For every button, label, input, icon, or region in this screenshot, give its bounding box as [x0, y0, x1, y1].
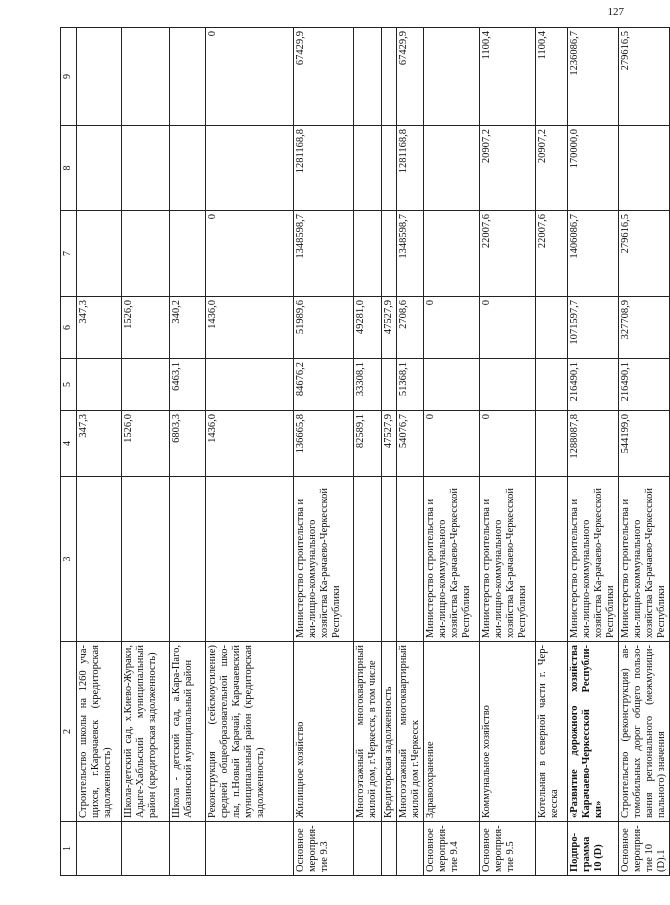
column-number-7: 7 — [61, 211, 77, 297]
federal-next-cell: 20907,2 — [536, 126, 568, 211]
total-next-cell: 0 — [206, 211, 294, 297]
regional-cell — [536, 297, 568, 359]
total-cell: 347,3 — [77, 411, 122, 477]
total-cell: 1436,0 — [206, 411, 294, 477]
executor-cell: Министерство строительства и жи-лищно-коммунального хозяйства Ка-рачаево-Черкесской Республики — [568, 477, 619, 642]
regional-cell: 47527,9 — [382, 297, 397, 359]
total-cell: 544199,0 — [619, 411, 670, 477]
regional-next-cell — [354, 28, 382, 126]
section-cell — [382, 822, 397, 876]
total-next-cell — [77, 211, 122, 297]
executor-cell — [354, 477, 382, 642]
regional-cell: 1526,0 — [122, 297, 170, 359]
rotated-table — [60, 28, 667, 876]
section-cell — [122, 822, 170, 876]
executor-cell: Министерство строительства и жи-лищно-коммунального хозяйства Ка-рачаево-Черкесской Республики — [480, 477, 536, 642]
name-cell: Котельная в северной части г. Чер-кесска — [536, 642, 568, 822]
regional-next-cell: 0 — [206, 28, 294, 126]
name-cell: Многоэтажный многоквартирный жилой дом г.Черкесск — [397, 642, 424, 822]
total-next-cell: 279616,5 — [619, 211, 670, 297]
total-next-cell — [424, 211, 480, 297]
name-cell: Коммунальное хозяйство — [480, 642, 536, 822]
name-cell: Школа-детский сад, х.Киево-Жураки, Адыге-Хабльский муниципальный район (кредиторская задолженность) — [122, 642, 170, 822]
federal-cell — [536, 359, 568, 411]
page-number: 127 — [607, 6, 624, 18]
table-row — [122, 28, 170, 876]
regional-cell: 0 — [424, 297, 480, 359]
name-cell: Школа - детский сад, а.Кара-Паго, Абазинский муниципальный район — [170, 642, 206, 822]
section-cell: Подпро-грамма 10 (D) — [568, 822, 619, 876]
regional-cell: 347,3 — [77, 297, 122, 359]
section-cell — [77, 822, 122, 876]
column-number-6: 6 — [61, 297, 77, 359]
name-cell: Многоэтажный многоквартирный жилой дом, г.Черкесск, в том числе — [354, 642, 382, 822]
total-cell: 82589,1 — [354, 411, 382, 477]
table-row — [77, 28, 122, 876]
regional-next-cell — [382, 28, 397, 126]
executor-cell — [122, 477, 170, 642]
table-row — [480, 28, 536, 876]
section-cell — [536, 822, 568, 876]
name-cell: Реконструкция (сейсмоусиление) средней общеобразовательной шко-лы, п.Новый Карачай, Карачаевский муниципальный район (кредиторская задолженность) — [206, 642, 294, 822]
table-row — [619, 28, 670, 876]
header-row — [61, 28, 77, 876]
total-next-cell: 1348598,7 — [294, 211, 354, 297]
name-cell: Жилищное хозяйство — [294, 642, 354, 822]
regional-cell: 340,2 — [170, 297, 206, 359]
executor-cell — [536, 477, 568, 642]
column-number-5: 5 — [61, 359, 77, 411]
federal-cell: 84676,2 — [294, 359, 354, 411]
regional-cell: 51989,6 — [294, 297, 354, 359]
name-cell: Кредиторская задолженность — [382, 642, 397, 822]
regional-next-cell: 67429,9 — [397, 28, 424, 126]
federal-next-cell — [424, 126, 480, 211]
regional-next-cell: 1236086,7 — [568, 28, 619, 126]
total-next-cell — [122, 211, 170, 297]
regional-next-cell: 67429,9 — [294, 28, 354, 126]
name-cell: Строительство школы на 1260 уча-щихся, г.Карачаевск (кредиторская задолженность) — [77, 642, 122, 822]
total-next-cell: 1348598,7 — [397, 211, 424, 297]
total-cell — [536, 411, 568, 477]
section-cell — [397, 822, 424, 876]
column-number-2: 2 — [61, 642, 77, 822]
federal-cell: 51368,1 — [397, 359, 424, 411]
section-cell: Основное мероприя-тие 9.4 — [424, 822, 480, 876]
executor-cell: Министерство строительства и жи-лищно-коммунального хозяйства Ка-рачаево-Черкесской Республики — [424, 477, 480, 642]
federal-cell: 216490,1 — [619, 359, 670, 411]
executor-cell — [77, 477, 122, 642]
regional-cell: 1071597,7 — [568, 297, 619, 359]
column-number-9: 9 — [61, 28, 77, 126]
total-cell: 1526,0 — [122, 411, 170, 477]
regional-next-cell: 1100,4 — [536, 28, 568, 126]
total-next-cell: 22007,6 — [536, 211, 568, 297]
regional-cell: 0 — [480, 297, 536, 359]
federal-cell — [424, 359, 480, 411]
table-row — [294, 28, 354, 876]
table-row — [424, 28, 480, 876]
executor-cell — [382, 477, 397, 642]
executor-cell: Министерство строительства и жи-лищно-коммунального хозяйства Ка-рачаево-Черкесской Республики — [294, 477, 354, 642]
executor-cell: Министерство строительства и жи-лищно-коммунального хозяйства Ка-рачаево-Черкесской Республики — [619, 477, 670, 642]
regional-cell: 2708,6 — [397, 297, 424, 359]
table-row — [206, 28, 294, 876]
total-cell: 6803,3 — [170, 411, 206, 477]
total-next-cell: 1406086,7 — [568, 211, 619, 297]
total-cell: 54076,7 — [397, 411, 424, 477]
total-cell: 47527,9 — [382, 411, 397, 477]
federal-next-cell — [206, 126, 294, 211]
federal-cell: 33308,1 — [354, 359, 382, 411]
table-row — [354, 28, 382, 876]
total-cell: 136665,8 — [294, 411, 354, 477]
federal-cell — [206, 359, 294, 411]
federal-next-cell — [122, 126, 170, 211]
table-row — [568, 28, 619, 876]
federal-next-cell — [170, 126, 206, 211]
total-next-cell — [382, 211, 397, 297]
section-cell: Основное мероприя-тие 9.3 — [294, 822, 354, 876]
name-cell: Строительство (реконструкция) ав-томобильных дорог общего пользо-вания регионального (межмуници-пального) значения — [619, 642, 670, 822]
federal-cell — [122, 359, 170, 411]
regional-next-cell: 279616,5 — [619, 28, 670, 126]
section-cell — [354, 822, 382, 876]
regional-cell: 1436,0 — [206, 297, 294, 359]
federal-cell — [480, 359, 536, 411]
federal-next-cell — [77, 126, 122, 211]
table-row — [170, 28, 206, 876]
total-next-cell: 22007,6 — [480, 211, 536, 297]
executor-cell — [397, 477, 424, 642]
regional-cell: 49281,0 — [354, 297, 382, 359]
budget-table — [60, 27, 670, 876]
federal-cell — [77, 359, 122, 411]
federal-cell: 216490,1 — [568, 359, 619, 411]
name-cell: Здравоохранение — [424, 642, 480, 822]
federal-next-cell: 1281168,8 — [294, 126, 354, 211]
section-cell: Основное мероприя-тие 10 (D).1 — [619, 822, 670, 876]
regional-next-cell — [170, 28, 206, 126]
total-cell: 0 — [480, 411, 536, 477]
total-cell: 1288087,8 — [568, 411, 619, 477]
total-cell: 0 — [424, 411, 480, 477]
section-cell — [206, 822, 294, 876]
table-container — [60, 28, 667, 876]
total-next-cell — [354, 211, 382, 297]
table-row — [397, 28, 424, 876]
federal-next-cell — [382, 126, 397, 211]
regional-next-cell — [77, 28, 122, 126]
table-row — [536, 28, 568, 876]
section-cell — [170, 822, 206, 876]
regional-next-cell — [122, 28, 170, 126]
name-cell: «Развитие дорожного хозяйства Карачаево-Черкесской Республи-ки» — [568, 642, 619, 822]
federal-cell — [382, 359, 397, 411]
section-cell: Основное мероприя-тие 9.5 — [480, 822, 536, 876]
regional-next-cell: 1100,4 — [480, 28, 536, 126]
column-number-3: 3 — [61, 477, 77, 642]
federal-next-cell: 1281168,8 — [397, 126, 424, 211]
regional-cell: 327708,9 — [619, 297, 670, 359]
regional-next-cell — [424, 28, 480, 126]
total-next-cell — [170, 211, 206, 297]
federal-cell: 6463,1 — [170, 359, 206, 411]
federal-next-cell: 170000,0 — [568, 126, 619, 211]
federal-next-cell: 20907,2 — [480, 126, 536, 211]
column-number-1: 1 — [61, 822, 77, 876]
executor-cell — [170, 477, 206, 642]
federal-next-cell — [354, 126, 382, 211]
column-number-4: 4 — [61, 411, 77, 477]
column-number-8: 8 — [61, 126, 77, 211]
federal-next-cell — [619, 126, 670, 211]
executor-cell — [206, 477, 294, 642]
table-row — [382, 28, 397, 876]
